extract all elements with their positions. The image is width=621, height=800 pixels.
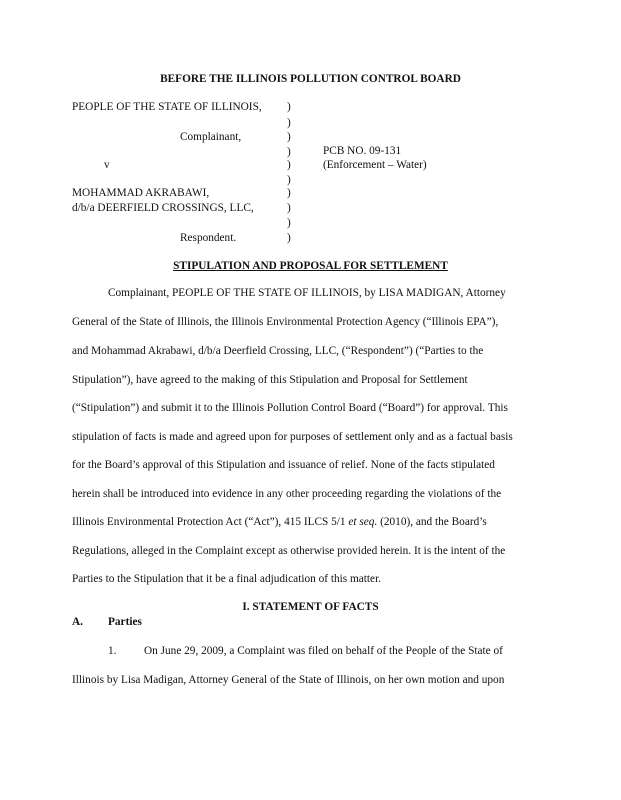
paragraph-line: Parties to the Stipulation that it be a final adjudication of this matter.: [72, 573, 382, 585]
versus: v: [104, 159, 110, 171]
subsection-title: Parties: [108, 616, 142, 628]
defendant-name: MOHAMMAD AKRABAWI,: [72, 187, 210, 199]
paragraph-line: for the Board’s approval of this Stipulation and issuance of relief. None of the facts stipulated: [72, 459, 495, 471]
paragraph-line: Complainant, PEOPLE OF THE STATE OF ILLINOIS, by LISA MADIGAN, Attorney: [108, 287, 506, 299]
paragraph-line: herein shall be introduced into evidence in any other proceeding regarding the violations of the: [72, 488, 502, 500]
paragraph-line: General of the State of Illinois, the Illinois Environmental Protection Agency (“Illinois EPA”),: [72, 316, 499, 328]
caption-paren: ): [287, 217, 291, 229]
caption-paren: ): [287, 232, 291, 244]
paragraph-line: On June 29, 2009, a Complaint was filed on behalf of the People of the State of: [144, 645, 503, 657]
caption-paren: ): [287, 117, 291, 129]
paragraph-line: and Mohammad Akrabawi, d/b/a Deerfield Crossing, LLC, (“Respondent”) (“Parties to the: [72, 345, 484, 357]
subsection-letter: A.: [72, 616, 83, 628]
section-heading: I. STATEMENT OF FACTS: [242, 601, 379, 613]
paragraph-number: 1.: [108, 645, 117, 657]
paragraph-line: stipulation of facts is made and agreed upon for purposes of settlement only and as a factual basis: [72, 431, 513, 443]
paragraph-line: Illinois Environmental Protection Act (“Act”), 415 ILCS 5/1 et seq. (2010), and the Board’s: [72, 516, 487, 528]
board-title: BEFORE THE ILLINOIS POLLUTION CONTROL BOARD: [160, 73, 461, 85]
caption-paren: ): [287, 202, 291, 214]
paragraph-line: (“Stipulation”) and submit it to the Illinois Pollution Control Board (“Board”) for approval. This: [72, 402, 508, 414]
case-number: PCB NO. 09-131: [323, 145, 402, 157]
defendant-role: Respondent.: [180, 232, 237, 244]
plaintiff-name: PEOPLE OF THE STATE OF ILLINOIS,: [72, 101, 262, 113]
caption-paren: ): [287, 131, 291, 143]
paragraph-line: Illinois by Lisa Madigan, Attorney General of the State of Illinois, on her own motion and upon: [72, 674, 505, 686]
caption-paren: ): [287, 187, 291, 199]
defendant-dba: d/b/a DEERFIELD CROSSINGS, LLC,: [72, 202, 254, 214]
latin-term: et seq.: [348, 516, 378, 528]
caption-paren: ): [287, 101, 291, 113]
caption-paren: ): [287, 174, 291, 186]
paragraph-line: Regulations, alleged in the Complaint except as otherwise provided herein. It is the intent of the: [72, 545, 506, 557]
paragraph-line: Stipulation”), have agreed to the making of this Stipulation and Proposal for Settlement: [72, 374, 468, 386]
document-title: STIPULATION AND PROPOSAL FOR SETTLEMENT: [173, 260, 448, 272]
caption-paren: ): [287, 146, 291, 158]
plaintiff-role: Complainant,: [180, 131, 242, 143]
caption-paren: ): [287, 159, 291, 171]
case-type: (Enforcement – Water): [323, 159, 427, 171]
